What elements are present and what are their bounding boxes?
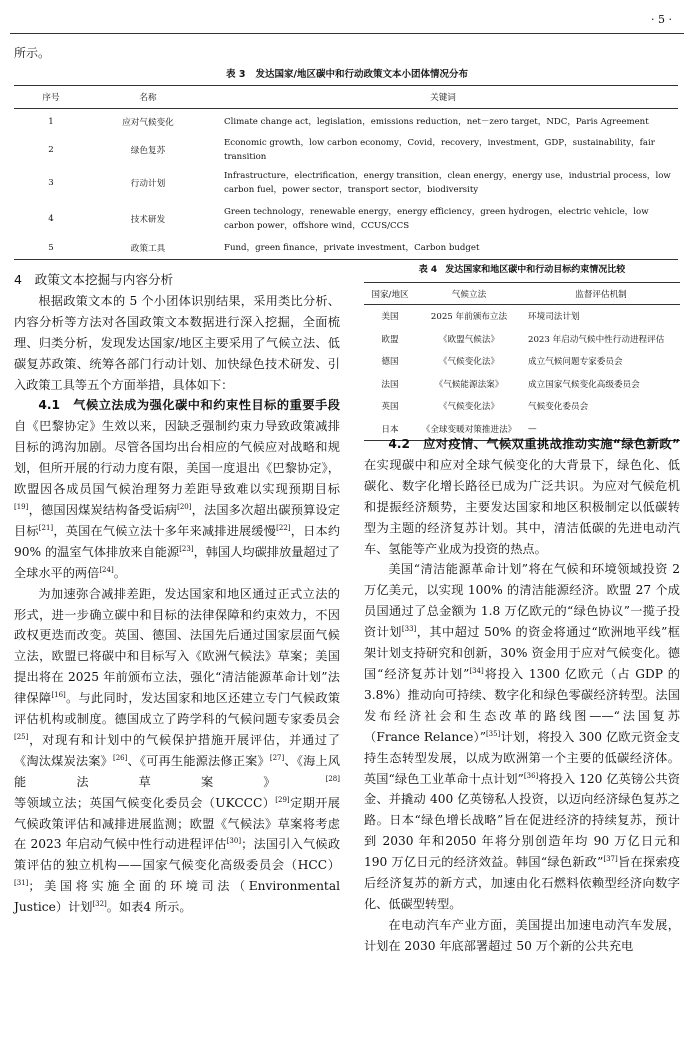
page-number: · 5 · xyxy=(651,13,672,26)
table-cell: 欧盟 xyxy=(381,334,399,345)
citation: [19] xyxy=(14,502,29,511)
table-cell: 5 xyxy=(14,237,88,260)
table3 xyxy=(14,85,678,260)
citation: [25] xyxy=(14,732,29,741)
table-row xyxy=(364,373,680,396)
table-cell: 行动计划 xyxy=(130,179,166,189)
table-cell: 技术研发 xyxy=(130,215,166,225)
table-cell: Climate change act，legislation，emissions reduction，net－zero target，NDC，Paris Agreement xyxy=(224,117,649,127)
citation: [35] xyxy=(485,729,501,738)
table-cell: 《全球变暖对策推进法》 xyxy=(416,418,522,441)
citation: [36] xyxy=(523,771,539,780)
table3-header-cell: 关键词 xyxy=(208,86,678,109)
table-cell: 英国 xyxy=(381,402,399,413)
table-cell: 2 xyxy=(48,145,54,155)
table-cell: 《欧盟气候法》 xyxy=(438,334,500,345)
table3-caption xyxy=(0,66,694,80)
table4-header-cell: 气候立法 xyxy=(416,283,522,305)
text: 为加速弥合减排差距，发达国家和地区通过正式立法的形式，进一步确立碳中和目标的法律保障和约束效力，不因政权更迭而改变。英国、德国、法国先后通过国家层面气候立法，欧盟已将碳中和目标写入《欧洲气候法》草案；美国提出将在 2025 年前颁布立法，强化“清洁能源革命计划”法律保障 xyxy=(14,586,340,706)
table-cell: 应对气候变化 xyxy=(122,118,174,128)
table-row xyxy=(14,201,678,237)
citation: [34] xyxy=(469,666,484,675)
text: 。与此同时，发达国家和地区还建立专门气候政策评估机构或制度。德国成立了跨学科的气候问题专家委员会 xyxy=(14,691,341,727)
text: 、《可再生能源法修正案》 xyxy=(127,753,270,768)
table-cell: 《气候能源法案》 xyxy=(434,379,504,390)
citation: [16] xyxy=(51,691,66,700)
table-cell: 气候变化委员会 xyxy=(528,402,589,413)
table-cell: 2025 年前颁布立法 xyxy=(430,312,508,323)
right-column xyxy=(364,434,680,957)
citation: [24] xyxy=(99,565,114,574)
table3-title: 发达国家/地区碳中和行动政策文本小团体情况分布 xyxy=(255,69,468,80)
table-cell: Infrastructure，electrification，energy transition，clean energy，energy use，industrial process，low carbon fuel，power sector，transport sector，biodiversity xyxy=(224,171,671,195)
table-row xyxy=(14,165,678,201)
table-row xyxy=(14,109,678,136)
table-row xyxy=(364,305,680,328)
table4 xyxy=(364,282,680,441)
citation: [29] xyxy=(275,795,290,804)
table-cell: 德国 xyxy=(381,357,399,368)
citation: [23] xyxy=(179,544,194,553)
table-cell: 《气候变化法》 xyxy=(438,357,500,368)
text: 在实现碳中和应对全球气候变化的大背景下，绿色化、低碳化、数字化增长路径已成为广泛共识。为应对气候危机和提振经济颓势，主要发达国家和地区积极制定以低碳转型为主题的经济复苏计划。其中，清洁低碳的先进电动汽车、氢能等产业成为投资的热点。 xyxy=(364,457,680,556)
section-4-paragraph: 根据政策文本的 5 个小团体识别结果，采用类比分析、内容分析等方法对各国政策文本数据进行深入挖掘，全面梳理、归类分析，发现发达国家/地区主要采用了气候立法、低碳复苏政策、统筹各部门行动计划、加快绿色技术研发、引入政策工具等五个方面举措，具体如下： xyxy=(14,293,340,392)
intro-text: 所示。 xyxy=(14,46,51,60)
text: 旨在探索疫后经济复苏的新方式，加速由化石燃料依赖型经济向数字化、低碳型转型。 xyxy=(364,855,680,911)
citation: [37] xyxy=(603,855,618,864)
table4-header-cell: 监督评估机制 xyxy=(522,283,680,305)
text: 。 xyxy=(113,565,126,580)
table-cell: 2023 年启动气候中性行动进程评估 xyxy=(528,334,665,345)
section-4-1-title: 4.1 气候立法成为强化碳中和约束性目标的重要手段 xyxy=(38,398,340,413)
text: 。如表4 所示。 xyxy=(106,900,192,915)
table3-label: 表 3 xyxy=(226,69,246,80)
table-cell: 绿色复苏 xyxy=(130,146,166,156)
text: 将投入 1300 亿欧元（占 GDP 的 3.8%）推动向可持续、数字化和绿色零碳经济转型。法国发布经济社会和生态改革的路线图——“法国复苏（France Relance）” xyxy=(364,666,680,744)
text: ；法国引入气候政策评估的独立机构——国家气候变化高级委员会（HCC） xyxy=(14,837,341,873)
text: ，韩国人均碳排放量超过了全球水平的两倍 xyxy=(14,544,340,580)
table-cell: 成立气候问题专家委员会 xyxy=(528,357,623,368)
table-row xyxy=(364,328,680,351)
table4-caption xyxy=(364,262,680,275)
table-cell: 日本 xyxy=(364,418,416,441)
table-cell: 3 xyxy=(48,178,54,188)
table-cell: — xyxy=(522,418,680,441)
table-cell: Green technology，renewable energy，energy efficiency，green hydrogen，electric vehicle，low carbon power，offshore wind，CCUS/CCS xyxy=(224,207,649,231)
citation: [26] xyxy=(112,753,128,762)
table-row xyxy=(14,237,678,260)
citation: [32] xyxy=(92,900,107,909)
left-column xyxy=(14,270,340,918)
table4-header-cell: 国家/地区 xyxy=(364,283,416,305)
section-4-2-paragraph-3: 在电动汽车产业方面，美国提出加速电动汽车发展，计划在 2030 年底部署超过 50 万个新的公共充电 xyxy=(364,917,680,953)
citation: [21] xyxy=(38,523,54,532)
table-row xyxy=(364,350,680,373)
text: ，日本约 90% 的温室气体排放来自能源 xyxy=(14,523,341,559)
citation: [28] xyxy=(325,774,340,783)
table4-header-row xyxy=(364,283,680,305)
table4-label: 表 4 xyxy=(418,265,438,275)
text: ；美国将实施全面的环境司法（Environmental Justice）计划 xyxy=(14,879,340,915)
table3-header-cell: 序号 xyxy=(14,86,88,109)
text: ，法国多次超出碳预算设定目标 xyxy=(14,502,341,538)
citation: [33] xyxy=(401,625,417,634)
text: ，其中超过 50% 的资金将通过“欧洲地平线”框架计划支持研究和创新，30% 资金用于应对气候变化。德国“经济复苏计划” xyxy=(364,625,680,681)
table-row xyxy=(14,135,678,165)
table-cell: 法国 xyxy=(381,379,399,390)
table3-header-cell: 名称 xyxy=(88,86,208,109)
table-cell: Fund，green finance，private investment，Carbon budget xyxy=(208,237,678,260)
text: 将投入 120 亿英镑公共资金、并撬动 400 亿英镑私人投资，以迈向经济绿色复苏之路。日本“绿色增长战略”旨在促进经济的持续复苏，预计到 2030 年和2050 年将分别创造年均 90 万亿日元和 190 万亿日元的经济效益。韩国“绿色新政” xyxy=(364,771,680,870)
section-4-heading: 4 政策文本挖掘与内容分析 xyxy=(14,272,174,287)
section-4-2-title: 4.2 应对疫情、气候双重挑战推动实施“绿色新政” xyxy=(388,437,680,451)
citation: [20] xyxy=(177,502,192,511)
header-rule xyxy=(10,33,684,34)
citation: [27] xyxy=(269,753,285,762)
table3-header-row xyxy=(14,86,678,109)
text: 美国“清洁能源革命计划”将在气候和环境领域投资 2 万亿美元，以实现 100% 的清洁能源经济。欧盟 27 个成员国通过了总金额为 1.8 万亿欧元的“绿色协议”一揽子投资计划 xyxy=(364,562,680,640)
table4-title: 发达国家和地区碳中和行动目标约束情况比较 xyxy=(445,265,626,275)
table-cell: 成立国家气候变化高级委员会 xyxy=(528,379,640,390)
table-cell: 1 xyxy=(48,117,54,127)
text: ，德国因煤炭结构备受诟病 xyxy=(28,502,178,517)
text: ，对现有和计划中的气候保护措施开展评估，并通过了《淘汰煤炭法案》 xyxy=(14,732,340,768)
text: 自《巴黎协定》生效以来，因缺乏强制约束力导致政策减排目标的鸿沟加剧。尽管各国均出台相应的气候应对战略和规划，但所开展的行动力度有限，美国一度退出《巴黎协定》，欧盟因各成员国气候治理努力差距导致难以实现预期目标 xyxy=(14,419,340,497)
citation: [31] xyxy=(14,879,29,888)
section-4-1-paragraph xyxy=(14,395,340,583)
text: 定期开展气候政策评估和减排进展监测；欧盟《气候法》草案将考虑在 2023 年启动气候中性行动进程评估 xyxy=(14,795,340,852)
text: 计划，将投入 300 亿欧元资金支持生态转型发展，以成为欧洲第一个主要的低碳经济体。英国“绿色工业革命十点计划” xyxy=(364,729,680,786)
section-4-2-paragraph-2 xyxy=(364,559,680,914)
table-cell: 政策工具 xyxy=(88,237,208,260)
citation: [22] xyxy=(276,523,291,532)
text: 等领域立法；英国气候变化委员会（UKCCC） xyxy=(14,795,276,810)
table-row xyxy=(364,395,680,418)
table-cell: 环境司法计划 xyxy=(528,312,580,323)
citation: [30] xyxy=(226,837,242,846)
text: 、《海上风能法草案》 xyxy=(14,753,341,789)
text: ，英国在气候立法十多年来减排进展缓慢 xyxy=(53,523,277,538)
table-cell: 美国 xyxy=(381,312,399,323)
table-cell: Economic growth，low carbon economy，Covid，recovery，investment，GDP，sustainability，fair transition xyxy=(224,138,655,162)
section-4-1-paragraph-2 xyxy=(14,584,340,919)
section-4-2-paragraph xyxy=(364,434,680,559)
table-cell: 《气候变化法》 xyxy=(438,402,500,413)
table-cell: 4 xyxy=(48,214,54,224)
